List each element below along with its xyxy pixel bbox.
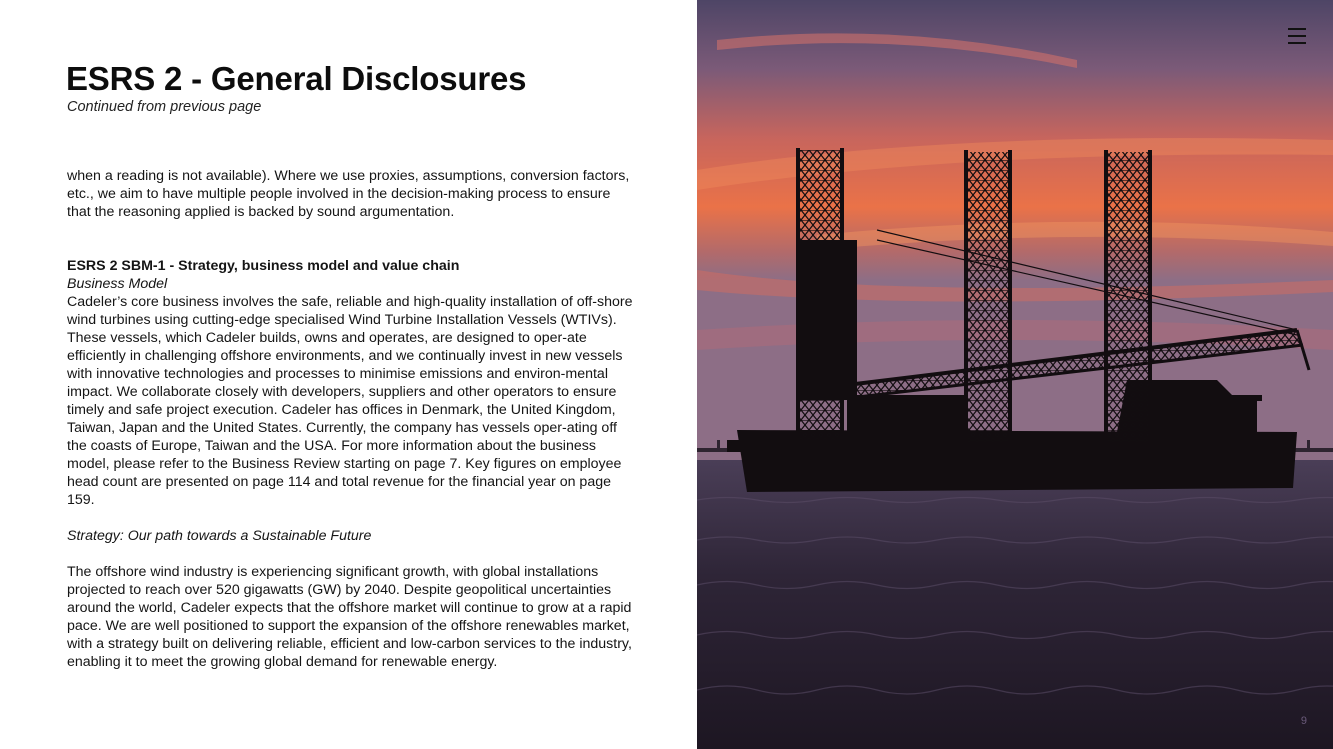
- body-text: [67, 167, 637, 671]
- business-model-label: Business Model: [67, 276, 168, 292]
- hamburger-menu-icon[interactable]: [1283, 22, 1311, 50]
- offshore-rig-sunset-illustration: [697, 0, 1333, 749]
- page-title: ESRS 2 - General Disclosures: [66, 60, 527, 97]
- page-number: 9: [1300, 715, 1307, 727]
- hero-photo: [697, 0, 1333, 749]
- section-heading: ESRS 2 SBM-1 - Strategy, business model and value chain: [67, 258, 460, 274]
- strategy-paragraph: The offshore wind industry is experiencing significant growth, with global installations projected to reach over 520 gigawatts (GW) by 2040. Despite geopolitical uncertainties around the world, Cadeler expects that the offshore market will continue to grow at a rapid pace. We are well positioned to support the expansion of the offshore renewables market, with a strategy built on delivering reliable, efficient and low-carbon services to the industry, enabling it to meet the growing global demand for renewable energy.: [67, 564, 632, 670]
- business-model-paragraph: Cadeler’s core business involves the safe, reliable and high-quality installation of off-shore wind turbines using cutting-edge specialised Wind Turbine Installation Vessels (WTIVs). These vessels, which Cadeler builds, owns and operates, are designed to oper-ate efficiently in challenging offshore environments, and we continually invest in new vessels with innovative technologies and processes to minimise emissions and environ-mental impact. We collaborate closely with developers, suppliers and other operators to ensure timely and safe project execution. Cadeler has offices in Denmark, the United Kingdom, Taiwan, Japan and the United States. Currently, the company has vessels oper-ating off the coasts of Europe, Taiwan and the USA. For more information about the business model, please refer to the Business Review starting on page 7. Key figures on employee head count are presented on page 114 and total revenue for the financial year on page 159.: [67, 294, 633, 508]
- strategy-label: Strategy: Our path towards a Sustainable Future: [67, 528, 372, 544]
- page-subtitle: Continued from previous page: [67, 99, 262, 115]
- intro-paragraph: when a reading is not available). Where we use proxies, assumptions, conversion factors, etc., we aim to have multiple people involved in the decision-making process to ensure that the reasoning applied is backed by sound argumentation.: [67, 168, 630, 220]
